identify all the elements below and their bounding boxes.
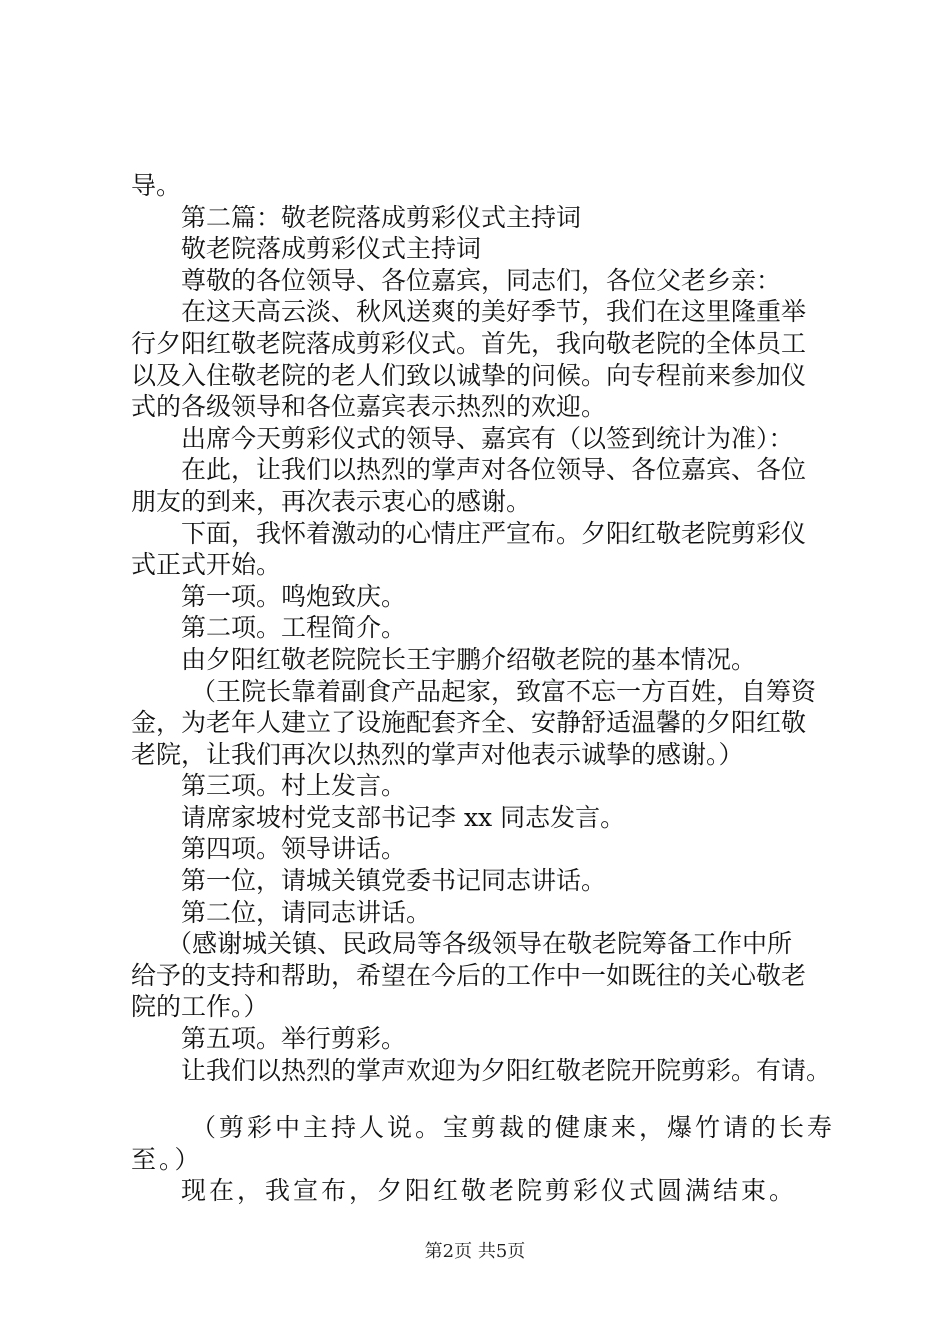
agenda-item: 第二项。工程简介。 [181, 613, 407, 643]
text-line: 金，为老年人建立了设施配套齐全、安静舒适温馨的夕阳红敬 [131, 708, 807, 738]
text-line: 在此，让我们以热烈的掌声对各位领导、各位嘉宾、各位 [181, 455, 807, 485]
agenda-item: 第四项。领导讲话。 [181, 834, 407, 864]
text-line: （感谢城关镇、民政局等各级领导在敬老院筹备工作中所 [167, 929, 793, 959]
text-line: 式正式开始。 [131, 550, 282, 580]
text-line: 请席家坡村党支部书记李 xx 同志发言。 [181, 802, 626, 832]
text-line: 在这天高云淡、秋风送爽的美好季节，我们在这里隆重举 [181, 297, 807, 327]
agenda-item: 第三项。村上发言。 [181, 771, 407, 801]
greeting-line: 尊敬的各位领导、各位嘉宾，同志们，各位父老乡亲： [181, 265, 782, 295]
text-line: （王院长靠着副食产品起家，致富不忘一方百姓，自筹资 [191, 676, 817, 706]
section-heading: 第二篇：敬老院落成剪彩仪式主持词 [181, 202, 582, 232]
agenda-item: 第五项。举行剪彩。 [181, 1024, 407, 1054]
closing-line: 现在，我宣布，夕阳红敬老院剪彩仪式圆满结束。 [181, 1176, 798, 1206]
text-line: 下面，我怀着激动的心情庄严宣布。夕阳红敬老院剪彩仪 [181, 518, 807, 548]
text-line: 式的各级领导和各位嘉宾表示热烈的欢迎。 [131, 392, 607, 422]
text-line: 让我们以热烈的掌声欢迎为夕阳红敬老院开院剪彩。有请。 [181, 1055, 832, 1085]
text-line: 以及入住敬老院的老人们致以诚挚的问候。向专程前来参加仪 [131, 360, 807, 390]
text-line: 第一位，请城关镇党委书记同志讲话。 [181, 866, 607, 896]
blank-line [131, 1086, 851, 1112]
text-line: 老院，让我们再次以热烈的掌声对他表示诚挚的感谢。） [131, 739, 744, 769]
agenda-item: 第一项。鸣炮致庆。 [181, 581, 407, 611]
text-line: 给予的支持和帮助，希望在今后的工作中一如既往的关心敬老 [131, 960, 807, 990]
document-title: 敬老院落成剪彩仪式主持词 [181, 234, 482, 264]
text-line: 行夕阳红敬老院落成剪彩仪式。首先，我向敬老院的全体员工 [131, 328, 807, 358]
text-line: 由夕阳红敬老院院长王宇鹏介绍敬老院的基本情况。 [181, 644, 757, 674]
text-line: 朋友的到来，再次表示衷心的感谢。 [131, 486, 532, 516]
text-line: 第二位，请同志讲话。 [181, 897, 432, 927]
text-line: 院的工作。） [131, 992, 269, 1022]
text-line: 导。 [131, 171, 182, 200]
text-line: 出席今天剪彩仪式的领导、嘉宾有（以签到统计为准）： [181, 423, 794, 453]
text-line: （剪彩中主持人说。宝剪裁的健康来，爆竹请的长寿 [191, 1113, 836, 1143]
page-number-footer: 第2页 共5页 [424, 1241, 526, 1262]
text-line: 至。） [131, 1144, 203, 1174]
document-body [131, 170, 851, 1207]
